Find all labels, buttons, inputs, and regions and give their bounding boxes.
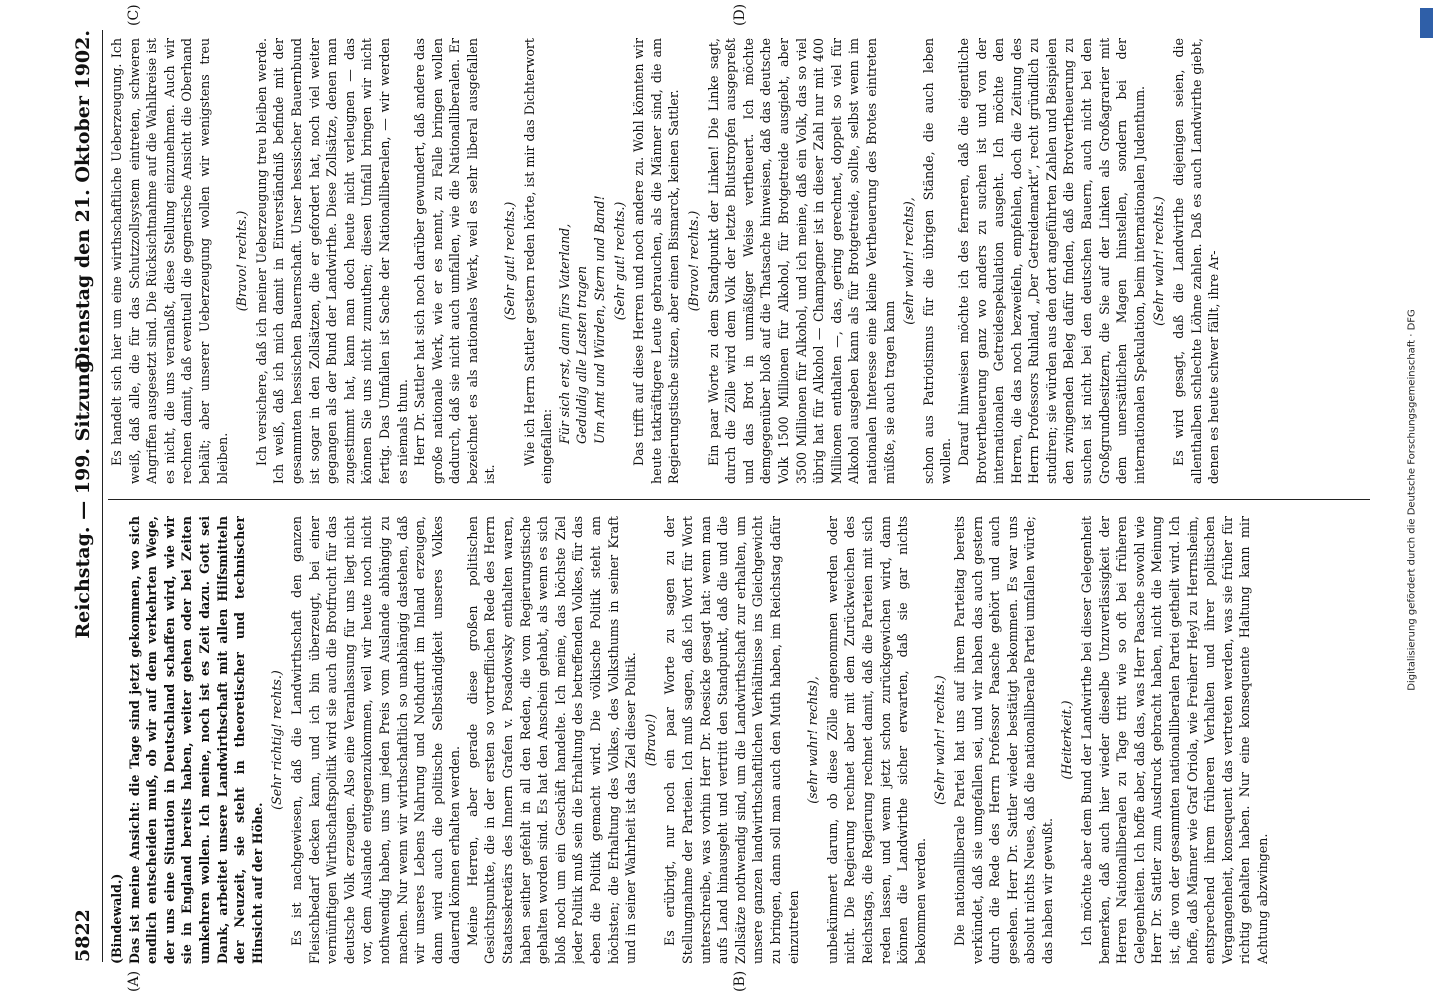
speaker-label: (Bindewald.) xyxy=(109,873,124,964)
digitization-credit xyxy=(1400,6,1424,994)
reaction: (Heiterkeit.) xyxy=(1059,700,1075,780)
paragraph: Ich versichere, daß ich meiner Ueberzeugung treu bleiben werde. Ich weiß, daß ich mich damit in Einverständniß befinde mit der gesammten hessischen Bauernschaft. Unser hessischer Bauernbund ist sogar in den Zollsätzen, die er gefordert hat, noch viel weiter gegangen als der Bund der Landwirthe. Diese Zollsätze, denen man zugestimmt hat, kann man doch heute nicht verleugnen — das können Sie uns nicht zumuthen; diesen Umfall bringen wir nicht fertig. Das Umfallen ist Sache der Nationalliberalen, — wir werden es niemals thun. xyxy=(253,38,410,484)
reaction: (Bravo! rechts.) xyxy=(686,210,701,312)
poem-line: Für sich erst, dann fürs Vaterland, xyxy=(556,223,572,444)
digitization-credit-text: Digitalisierung gefördert durch die Deutsche Forschungsgemeinschaft · DFG xyxy=(1406,309,1418,691)
rotated-page xyxy=(42,0,1392,1000)
reaction: (sehr wahr! rechts), xyxy=(805,676,821,804)
reaction: (Sehr gut! rechts.) xyxy=(502,201,518,321)
reaction: (sehr wahr! rechts), xyxy=(901,197,917,325)
margin-mark-b: (B) xyxy=(732,970,748,992)
column-divider xyxy=(108,499,1370,500)
paragraph: Es erübrigt, nur noch ein paar Worte zu sagen zu der Stellungnahme der Parteien. Ich muß sagen, daß ich Wort für Wort unterschreibe, was vorhin Herr Dr. Roesicke gesagt hat: wenn man aufs Land hinausgeht und vertritt den Standpunkt, daß die und die Zollsätze nothwendig sind, um die Landwirthschaft zur erhalten, um unsere ganzen landwirthschaftlichen Verhältnisse ins Gleichgewicht zu bringen, dann soll man auch den Muth haben, im Reichstag dafür einzutreten xyxy=(662,516,801,964)
session-title: Reichstag. — 199. Sitzung. xyxy=(72,353,94,639)
page-number: 5822 xyxy=(72,909,94,962)
paragraph: Darauf hinweisen möchte ich des ferneren, daß die eigentliche Brotvertheuerung ganz wo anders zu suchen ist und von der internationalen Getreidespekulation ausgeht. Ich möchte den Herren, die das noch bezweifeln, empfehlen, doch die Zeitung des Herrn Professors Ruhland, „Der Getreidemarkt“, recht gründlich zu studiren; sie würden aus den dort angeführten Zahlen und Beispielen den zwingenden Beleg dafür finden, daß die Brotvertheuerung zu suchen ist nicht bei den deutschen Bauern, auch nicht bei den Großgrundbesitzern, die Sie auf der Linken als Großagrarier mit dem unersättlichen Magen hinstellen, sondern bei der internationalen Spekulation, beim internationalen Judenthum. xyxy=(955,38,1147,484)
page-header xyxy=(72,30,103,962)
reaction: (Sehr wahr! rechts.) xyxy=(1151,196,1167,326)
margin-mark-a: (A) xyxy=(126,970,142,992)
paragraph: Das ist meine Ansicht: die Tage sind jetzt gekommen, wo sich endlich entscheiden muß, ob wir auf dem verkehrten Wege, der uns eine Situation in Deutschland schaffen wird, wie wir sie in England bereits haben, weiter gehen oder bei Zeiten umkehren wollen. Ich meine, noch ist es Zeit dazu. Gott sei Dank, arbeitet unsere Landwirthschaft mit allen Hilfsmitteln der Neuzeit, sie steht in theoretischer und technischer Hinsicht auf der Höhe. xyxy=(126,516,265,964)
paragraph: Es wird gesagt, daß die Landwirthe diejenigen seien, die allenthalben schlechte Löhne zahlen. Daß es auch Landwirthe giebt, denen es heute schwer fällt, ihre Ar- xyxy=(1171,38,1222,484)
margin-mark-c: (C) xyxy=(126,4,142,26)
reaction: (Bravo!) xyxy=(642,713,658,767)
paragraph: Meine Herren, aber gerade diese großen politischen Gesichtspunkte, die in der ersten so vortrefflichen Rede des Herrn Staatssekretärs des Innern Grafen v. Posadowsky enthalten waren, haben seither gefehlt in all den Reden, die vom Regierungstische gehalten worden sind. Es hat den Anschein gehabt, als wenn es sich bloß noch um ein Geschäft handelte. Ich meine, das höchste Ziel jeder Politik muß sein die Erhaltung des betreffenden Volkes, für das eben die Politik gemacht wird. Die völkische Politik steht am höchsten; die Erhaltung des Volkes, des Volksthums in seiner Kraft und in seiner Wahrheit ist das Ziel dieser Politik. xyxy=(464,516,639,964)
poem-line: Geduldig alle Lasten tragen xyxy=(574,265,590,444)
reaction: (Sehr richtig! rechts.) xyxy=(269,670,285,810)
margin-mark-d: (D) xyxy=(732,3,748,26)
poem-line: Um Amt und Würden, Stern und Band! xyxy=(592,195,608,444)
paragraph: Das trifft auf diese Herren und noch andere zu. Wohl könnten wir heute tatkräftigere Leute gebrauchen, als die Männer sind, die am Regierungstische sitzen, aber einen Bismarck, keinen Sattler. xyxy=(631,38,682,484)
paragraph: Die nationalliberale Partei hat uns auf ihrem Parteitag bereits verkündet, daß sie umgefallen sei, und wir haben das auch gestern durch die Rede des Herrn Professor Paasche gehört und auch gesehen. Herr Dr. Sattler wieder bestätigt bekommen. Es war uns absolut nichts Neues, daß die nationalliberale Partei umfallen würde; das haben wir gewußt. xyxy=(951,516,1055,964)
session-date: Dienstag den 21. Oktober 1902. xyxy=(72,30,94,370)
paragraph: Wie ich Herrn Sattler gestern reden hörte, ist mir das Dichterwort eingefallen: xyxy=(521,38,555,484)
paragraph: schon aus Patriotismus für die übrigen Stände, die auch leben wollen. xyxy=(920,38,954,484)
paragraph: unbekümmert darum, ob diese Zölle angenommen werden oder nicht. Die Regierung rechnet aber mit dem Zurückweichen des Reichstags, die Regierung rechnet damit, daß die Parteien mit sich reden lassen, und wenn jetzt schon zurückgewichen wird, dann können die Landwirthe sicher erwarten, daß sie gar nichts bekommen werden. xyxy=(824,516,928,964)
paragraph: Es handelt sich hier um eine wirthschaftliche Ueberzeugung. Ich weiß, daß alle, die für das Schutzzollsystem eintreten, schweren Angriffen ausgesetzt sind. Die Rücksichtnahme auf die Wahlkreise ist es nicht, die uns veranlaßt, diese Stellung einzunehmen. Auch wir rechnen damit, daß eventuell die gegnerische Ansicht die Oberhand behält; aber unserer Ueberzeugung wollen wir wenigstens treu bleiben. xyxy=(109,38,230,484)
left-column xyxy=(108,516,1374,964)
dfg-logo-icon xyxy=(1420,8,1433,38)
paragraph: Es ist nachgewiesen, daß die Landwirthschaft den ganzen Fleischbedarf decken kann, und ich bin überzeugt, bei einer vernünftigen Wirthschaftspolitik wird sie auch die Brotfrucht für das deutsche Volk erzeugen. Also eine Veranlassung für uns liegt nicht vor, dem Auslande entgegenzukommen, weil wir heute noch nicht nothwendig haben, uns um jeden Preis vom Auslande abhängig zu machen. Nur wenn wir wirthschaftlich so unabhängig dastehen, daß wir unseres Lebens Nahrung und Nothdurft im Inland erzeugen, dann wird auch die politische Selbständigkeit unseres Volkes dauernd können erhalten werden. xyxy=(288,516,463,964)
paragraph: Ich möchte aber dem Bund der Landwirthe bei dieser Gelegenheit bemerken, daß auch hier wieder dieselbe Unzuverlässigkeit der Herren Nationalliberalen zu Tage tritt wie so oft bei früheren Gelegenheiten. Ich hoffe aber, daß das, was Herr Paasche sowohl wie Herr Dr. Sattler zum Ausdruck gebracht haben, nicht die Meinung ist, die von der gesammten nationalliberalen Partei getheilt wird. Ich hoffe, daß Männer wie Graf Oriola, wie Freiherr Heyl zu Herrnsheim, entsprechend ihrem früheren Verhalten und ihrer politischen Vergangenheit, konsequent das vertreten werden, was sie früher für richtig gehalten haben. Nur eine konsequente Haltung kann mir Achtung abzwingen. xyxy=(1079,516,1270,964)
paragraph: Herr Dr. Sattler hat sich noch darüber gewundert, daß andere das große nationale Werk, wie er es nennt, zu Falle bringen wollen dadurch, daß sie nicht auch umfallen, wie die Nationalliberalen. Er bezeichnet es als nationales Werk, weil es sehr liberal ausgefallen ist. xyxy=(412,38,498,484)
right-column xyxy=(108,38,1374,484)
reaction: (Bravo! rechts.) xyxy=(234,210,250,312)
paragraph: Ein paar Worte zu dem Standpunkt der Linken! Die Linke sagt, durch die Zölle wird dem Volk der letzte Blutstropfen ausgepreßt und das Brot in unmäßiger Weise vertheuert. Ich möchte demgegenüber bloß auf die Thatsache hinweisen, daß das deutsche Volk 1500 Millionen für Alkohol, für Brotgetreide ausgiebt, aber 3500 Millionen für Alkohol, und ich meine, daß ein Volk, das so viel übrig hat für Alkohol — Champagner ist in dieser Zahl nur mit 400 Millionen enthalten —, das, gering gerechnet, doppelt so viel für Alkohol ausgeben kann als für Brotgetreide, sollte, selbst wenn im nationalen Interesse eine kleine Vertheuerung des Brotes eintreten müßte, sie auch tragen kann xyxy=(705,38,897,484)
reaction: (Sehr gut! rechts.) xyxy=(611,201,627,321)
reaction: (Sehr wahr! rechts.) xyxy=(932,675,948,805)
